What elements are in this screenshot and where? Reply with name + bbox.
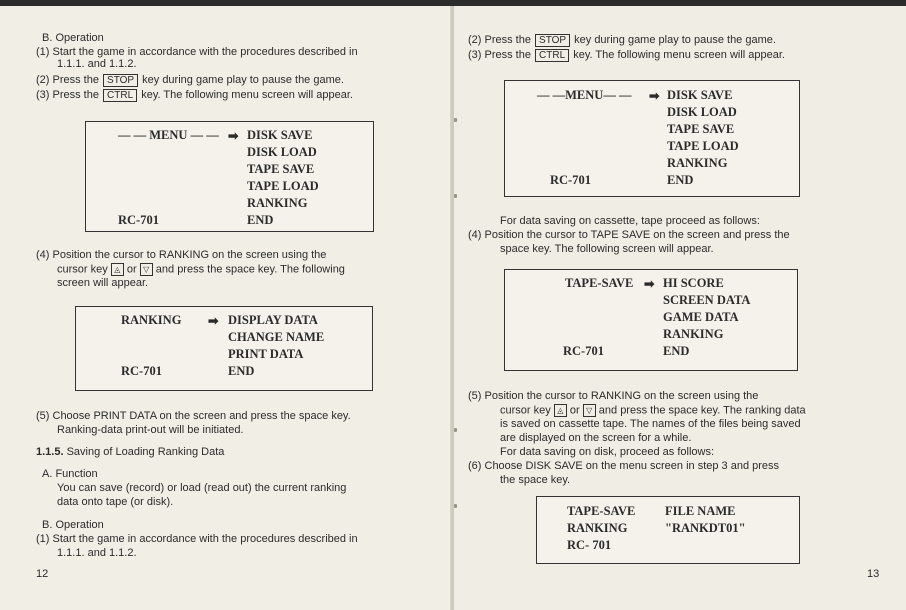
op2-step-1-line-2: 1.1.1. and 1.1.2. [57, 547, 137, 559]
cursor-arrow-icon: ➡ [649, 89, 660, 103]
tape-save-title: TAPE-SAVE [565, 276, 634, 290]
stop-key: STOP [103, 74, 138, 87]
cursor-up-key-icon: ◬ [554, 404, 567, 417]
ctrl-key: CTRL [535, 49, 569, 62]
step-6-line-2: the space key. [500, 474, 571, 486]
left-page [0, 6, 452, 610]
file-box-label: RANKING [567, 521, 628, 535]
menu-item: DISK LOAD [667, 105, 737, 119]
step-5-line-2: Ranking-data print-out will be initiated. [57, 424, 244, 436]
menu-item: TAPE LOAD [247, 179, 319, 193]
file-box-label: FILE NAME [665, 504, 736, 518]
step-5-line-1: (5) Position the cursor to RANKING on the screen using the [468, 390, 759, 402]
step-3: (3) Press the CTRL key. The following menu screen will appear. [468, 49, 785, 61]
step-4-line-1: (4) Position the cursor to TAPE SAVE on the screen and press the [468, 229, 790, 241]
step-1-line-2: 1.1.1. and 1.1.2. [57, 58, 137, 70]
menu-item: RANKING [667, 156, 728, 170]
ranking-item: END [228, 364, 255, 378]
menu-item: TAPE SAVE [667, 122, 735, 136]
menu-title: — —MENU— — [537, 88, 632, 102]
menu-item: END [247, 213, 274, 227]
model-label: RC-701 [563, 344, 604, 358]
binding-mark [454, 194, 457, 198]
menu-item: DISK SAVE [667, 88, 733, 102]
step-6-line-1: (6) Choose DISK SAVE on the menu screen in step 3 and press [468, 460, 780, 472]
stop-key: STOP [535, 34, 570, 47]
binding-mark [454, 118, 457, 122]
model-label: RC-701 [118, 213, 159, 227]
function-heading: A. Function [42, 468, 98, 480]
menu-item: TAPE SAVE [247, 162, 315, 176]
menu-item: RANKING [247, 196, 308, 210]
tape-save-item: RANKING [663, 327, 724, 341]
menu-item: DISK SAVE [247, 128, 313, 142]
step-4-line-1: (4) Position the cursor to RANKING on the screen using the [36, 249, 327, 261]
ranking-item: DISPLAY DATA [228, 313, 318, 327]
binding-mark [454, 428, 457, 432]
right-page [454, 6, 906, 610]
operation-heading-2: B. Operation [42, 519, 104, 531]
step-5-line-4: are displayed on the screen for a while. [500, 432, 692, 444]
step-1-line-1: (1) Start the game in accordance with the procedures described in [36, 46, 358, 58]
ranking-item: PRINT DATA [228, 347, 304, 361]
page-number: 12 [36, 568, 49, 580]
file-name-value: "RANKDT01" [665, 521, 746, 535]
step-4-line-3: screen will appear. [57, 277, 149, 289]
cursor-arrow-icon: ➡ [208, 314, 219, 328]
step-5-line-1: (5) Choose PRINT DATA on the screen and press the space key. [36, 410, 351, 422]
function-line-2: data onto tape (or disk). [57, 496, 174, 508]
ranking-screen-box [75, 306, 373, 391]
file-box-label: TAPE-SAVE [567, 504, 636, 518]
tape-save-item: HI SCORE [663, 276, 724, 290]
tape-save-screen-box [504, 269, 798, 371]
menu-item: TAPE LOAD [667, 139, 739, 153]
menu-screen-box [85, 121, 374, 232]
section-heading: 1.1.5. Saving of Loading Ranking Data [36, 446, 225, 458]
tape-save-item: GAME DATA [663, 310, 739, 324]
disk-note: For data saving on disk, proceed as follows: [500, 446, 715, 458]
ranking-title: RANKING [121, 313, 182, 327]
cursor-arrow-icon: ➡ [228, 129, 239, 143]
cassette-note: For data saving on cassette, tape proceed as follows: [500, 215, 760, 227]
binding-mark [454, 504, 457, 508]
step-2: (2) Press the STOP key during game play to pause the game. [468, 34, 776, 46]
cursor-down-key-icon: ▽ [583, 404, 596, 417]
cursor-arrow-icon: ➡ [644, 277, 655, 291]
step-4-line-2: space key. The following screen will appear. [500, 243, 714, 255]
menu-screen-box [504, 80, 800, 197]
step-3: (3) Press the CTRL key. The following menu screen will appear. [36, 89, 353, 101]
step-5-line-3: is saved on cassette tape. The names of the files being saved [500, 418, 801, 430]
tape-save-item: END [663, 344, 690, 358]
model-label: RC-701 [550, 173, 591, 187]
cursor-down-key-icon: ▽ [140, 263, 153, 276]
op2-step-1-line-1: (1) Start the game in accordance with the procedures described in [36, 533, 358, 545]
ranking-item: CHANGE NAME [228, 330, 325, 344]
operation-heading: B. Operation [42, 32, 104, 44]
menu-item: DISK LOAD [247, 145, 317, 159]
model-label: RC- 701 [567, 538, 612, 552]
step-5-line-2: cursor key ◬ or ▽ and press the space key. The ranking data [500, 404, 806, 417]
model-label: RC-701 [121, 364, 162, 378]
step-2: (2) Press the STOP key during game play to pause the game. [36, 74, 344, 86]
file-name-screen-box [536, 496, 800, 564]
tape-save-item: SCREEN DATA [663, 293, 751, 307]
menu-title: — — MENU — — [118, 128, 219, 142]
menu-item: END [667, 173, 694, 187]
page-number: 13 [867, 568, 880, 580]
ctrl-key: CTRL [103, 89, 137, 102]
cursor-up-key-icon: ◬ [111, 263, 124, 276]
function-line-1: You can save (record) or load (read out) the current ranking [57, 482, 347, 494]
step-4-line-2: cursor key ◬ or ▽ and press the space key. The following [57, 263, 345, 276]
